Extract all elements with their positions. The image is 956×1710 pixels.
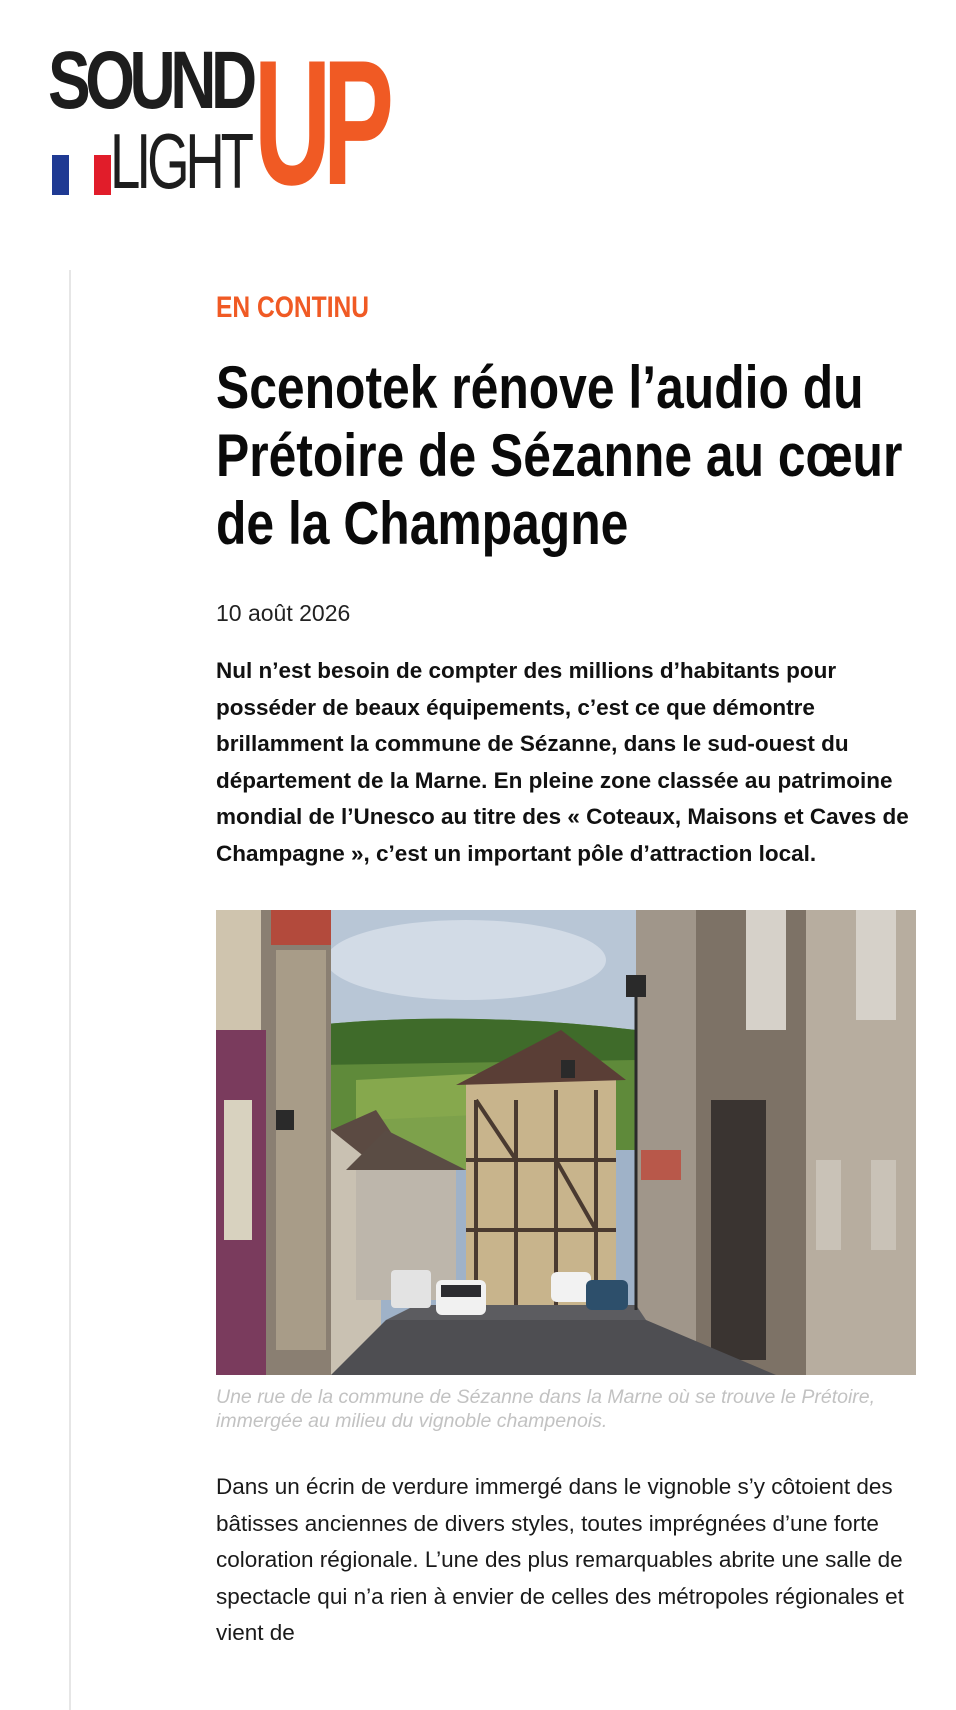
category-link[interactable]: EN CONTINU — [216, 291, 370, 324]
publish-date: 10 août 2026 — [216, 600, 351, 626]
article — [216, 290, 916, 1652]
logo-word-light: LIGHT — [110, 117, 250, 205]
site-logo[interactable] — [48, 23, 418, 222]
street-photo-icon — [216, 910, 916, 1375]
article-title: Scenotek rénove l’audio du Prétoire de Sézanne au cœur de la Champagne — [216, 354, 903, 557]
french-flag-icon — [52, 155, 111, 195]
article-body: Dans un écrin de verdure immergé dans le vignoble s’y côtoient des bâtisses anciennes de divers styles, toutes imprégnées d’une forte coloration régionale. L’une des plus remarquables abrite une salle de spectacle qui n’a rien à envier de celles des métropoles régionales et vient de — [216, 1474, 904, 1645]
left-divider — [69, 270, 71, 1710]
street-photo[interactable] — [216, 910, 916, 1375]
article-lead: Nul n’est besoin de compter des millions d’habitants pour posséder de beaux équipements, c’est ce que démontre brillamment la commune de Sézanne, dans le sud-ouest du département de la Marne. En pleine zone classée au patrimoine mondial de l’Unesco au titre des « Coteaux, Maisons et Caves de Champagne », c’est un important pôle d’attraction local. — [216, 658, 909, 866]
logo-word-up: UP — [254, 23, 386, 222]
logo-word-sound: SOUND — [48, 35, 252, 126]
image-caption: Une rue de la commune de Sézanne dans la Marne où se trouve le Prétoire, immergée au milieu du vignoble champenois. — [216, 1386, 876, 1432]
